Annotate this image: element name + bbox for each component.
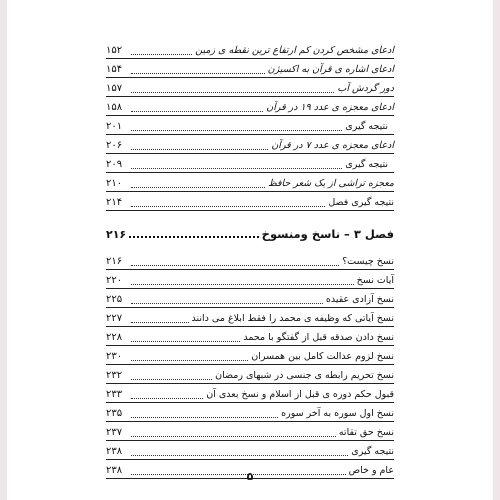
toc-entry-title: نتیجه گیری: [351, 446, 394, 457]
toc-entry-page: ۲۲۸: [106, 332, 123, 343]
dot-leader: [131, 436, 336, 437]
toc-entry-page: ۲۲۷: [106, 313, 123, 324]
toc-entry-page: ۲۲۰: [106, 275, 123, 286]
row-divider: [106, 210, 394, 211]
toc-entry[interactable]: [106, 441, 394, 460]
toc-section-1: [106, 40, 394, 211]
toc-entry-title: نسخ دادن صدقه قبل از گفتگو با محمد: [243, 332, 394, 343]
table-of-contents: [106, 40, 394, 479]
toc-entry-page: ۲۳۵: [106, 408, 123, 419]
toc-entry-page: ۱۵۸: [106, 102, 123, 113]
toc-entry-page: ۲۲۵: [106, 294, 123, 305]
dot-leader: [131, 360, 248, 361]
toc-entry[interactable]: [106, 327, 394, 346]
dot-leader: [131, 187, 265, 188]
toc-entry-title: ادعای معجزه ی عدد ۷ در قرآن: [271, 140, 394, 151]
toc-entry-title: ادعای مشخص کردن کم ارتفاع ترین نقطه ی زمین: [195, 45, 394, 56]
toc-entry-title: نسخ تحریم رابطه ی جنسی در شبهای رمضان: [215, 370, 394, 381]
toc-entry-title: نسخ چیست؟: [342, 256, 394, 267]
toc-entry[interactable]: [106, 365, 394, 384]
toc-entry-title: نتیجه گیری: [345, 159, 388, 170]
page-edge-left: [0, 0, 7, 500]
toc-entry-page: ۲۰۹: [106, 159, 123, 170]
toc-entry-page: ۲۳۰: [106, 351, 123, 362]
toc-entry-title: نسخ لزوم عدالت کامل بین همسران: [251, 351, 394, 362]
dot-leader: [131, 284, 354, 285]
toc-entry[interactable]: [106, 308, 394, 327]
toc-entry-page: ۲۳۳: [106, 389, 123, 400]
toc-entry[interactable]: [106, 403, 394, 422]
page-edge-right: [493, 0, 500, 500]
toc-entry[interactable]: [106, 270, 394, 289]
toc-entry[interactable]: [106, 97, 394, 116]
toc-entry[interactable]: [106, 192, 394, 211]
toc-entry-title: نسخ آیاتی که وظیفه ی محمد را فقط ابلاغ می دانند: [191, 313, 394, 324]
toc-entry[interactable]: [106, 346, 394, 365]
dot-leader: [131, 303, 323, 304]
toc-entry[interactable]: [106, 135, 394, 154]
dot-leader: [131, 455, 348, 456]
toc-entry-page: ۱۵۷: [106, 83, 123, 94]
toc-entry[interactable]: [106, 251, 394, 270]
dot-leader: [131, 130, 342, 131]
toc-entry-page: ۲۰۱: [106, 121, 123, 132]
dot-leader: [131, 149, 268, 150]
toc-entry[interactable]: [106, 116, 394, 135]
toc-entry[interactable]: [106, 173, 394, 192]
toc-entry-title: عام و خاص: [348, 465, 394, 476]
toc-entry-title: معجزه تراشی از یک شعر حافظ: [267, 178, 394, 189]
toc-entry-title: نسخ اول سوره به آخر سوره: [281, 408, 394, 419]
dot-leader: [131, 111, 263, 112]
chapter-heading[interactable]: [106, 224, 394, 244]
toc-entry[interactable]: [106, 422, 394, 441]
toc-entry[interactable]: [106, 59, 394, 78]
dot-leader: [131, 417, 278, 418]
toc-entry-page: ۱۵۴: [106, 64, 123, 75]
toc-entry-title: نسخ حق تقاته: [338, 427, 394, 438]
toc-entry-page: ۱۵۲: [106, 45, 123, 56]
chapter-title: فصل ۳ – ناسخ ومنسوخ: [261, 227, 394, 241]
toc-entry[interactable]: [106, 78, 394, 97]
toc-entry-page: ۲۱۰: [106, 178, 123, 189]
dot-leader: [131, 322, 189, 323]
toc-section-2: [106, 251, 394, 479]
toc-entry-title: ادعای اشاره ی قرآن به اکسیژن: [267, 64, 394, 75]
chapter-page-number: ۲۱۶: [106, 228, 127, 241]
toc-entry-page: ۲۳۸: [106, 446, 123, 457]
toc-entry-page: ۲۳۷: [106, 427, 123, 438]
toc-entry-page: ۲۳۲: [106, 370, 123, 381]
toc-entry-title: نسخ آزادی عقیده: [325, 294, 394, 305]
dot-leader: [131, 73, 265, 74]
dot-leader: [131, 341, 240, 342]
toc-entry[interactable]: [106, 154, 394, 173]
dot-leader: [131, 54, 192, 55]
toc-entry-title: نتیجه گیری فصل: [328, 197, 394, 208]
dot-leader: [131, 206, 325, 207]
dot-leader: [131, 379, 212, 380]
dot-leader: [129, 236, 259, 238]
toc-entry-title: آیات نسخ: [356, 275, 394, 286]
toc-entry[interactable]: [106, 384, 394, 403]
toc-entry-title: ادعای معجزه ی عدد ۱۹ در قرآن: [266, 102, 394, 113]
toc-entry-title: دور گردش آب: [337, 83, 394, 94]
page-number: ۵: [246, 470, 254, 483]
toc-entry-page: ۲۳۸: [106, 465, 123, 476]
dot-leader: [131, 265, 339, 266]
toc-entry[interactable]: [106, 289, 394, 308]
dot-leader: [131, 398, 203, 399]
toc-entry-title: قبول حکم دوره ی قبل از اسلام و نسخ بعدی آن: [206, 389, 394, 400]
toc-entry-page: ۲۰۶: [106, 140, 123, 151]
toc-entry-title: نتیجه گیری: [345, 121, 388, 132]
dot-leader: [131, 92, 334, 93]
toc-entry[interactable]: [106, 40, 394, 59]
toc-entry-page: ۲۱۶: [106, 256, 123, 267]
dot-leader: [131, 168, 342, 169]
toc-entry-page: ۲۱۴: [106, 197, 123, 208]
